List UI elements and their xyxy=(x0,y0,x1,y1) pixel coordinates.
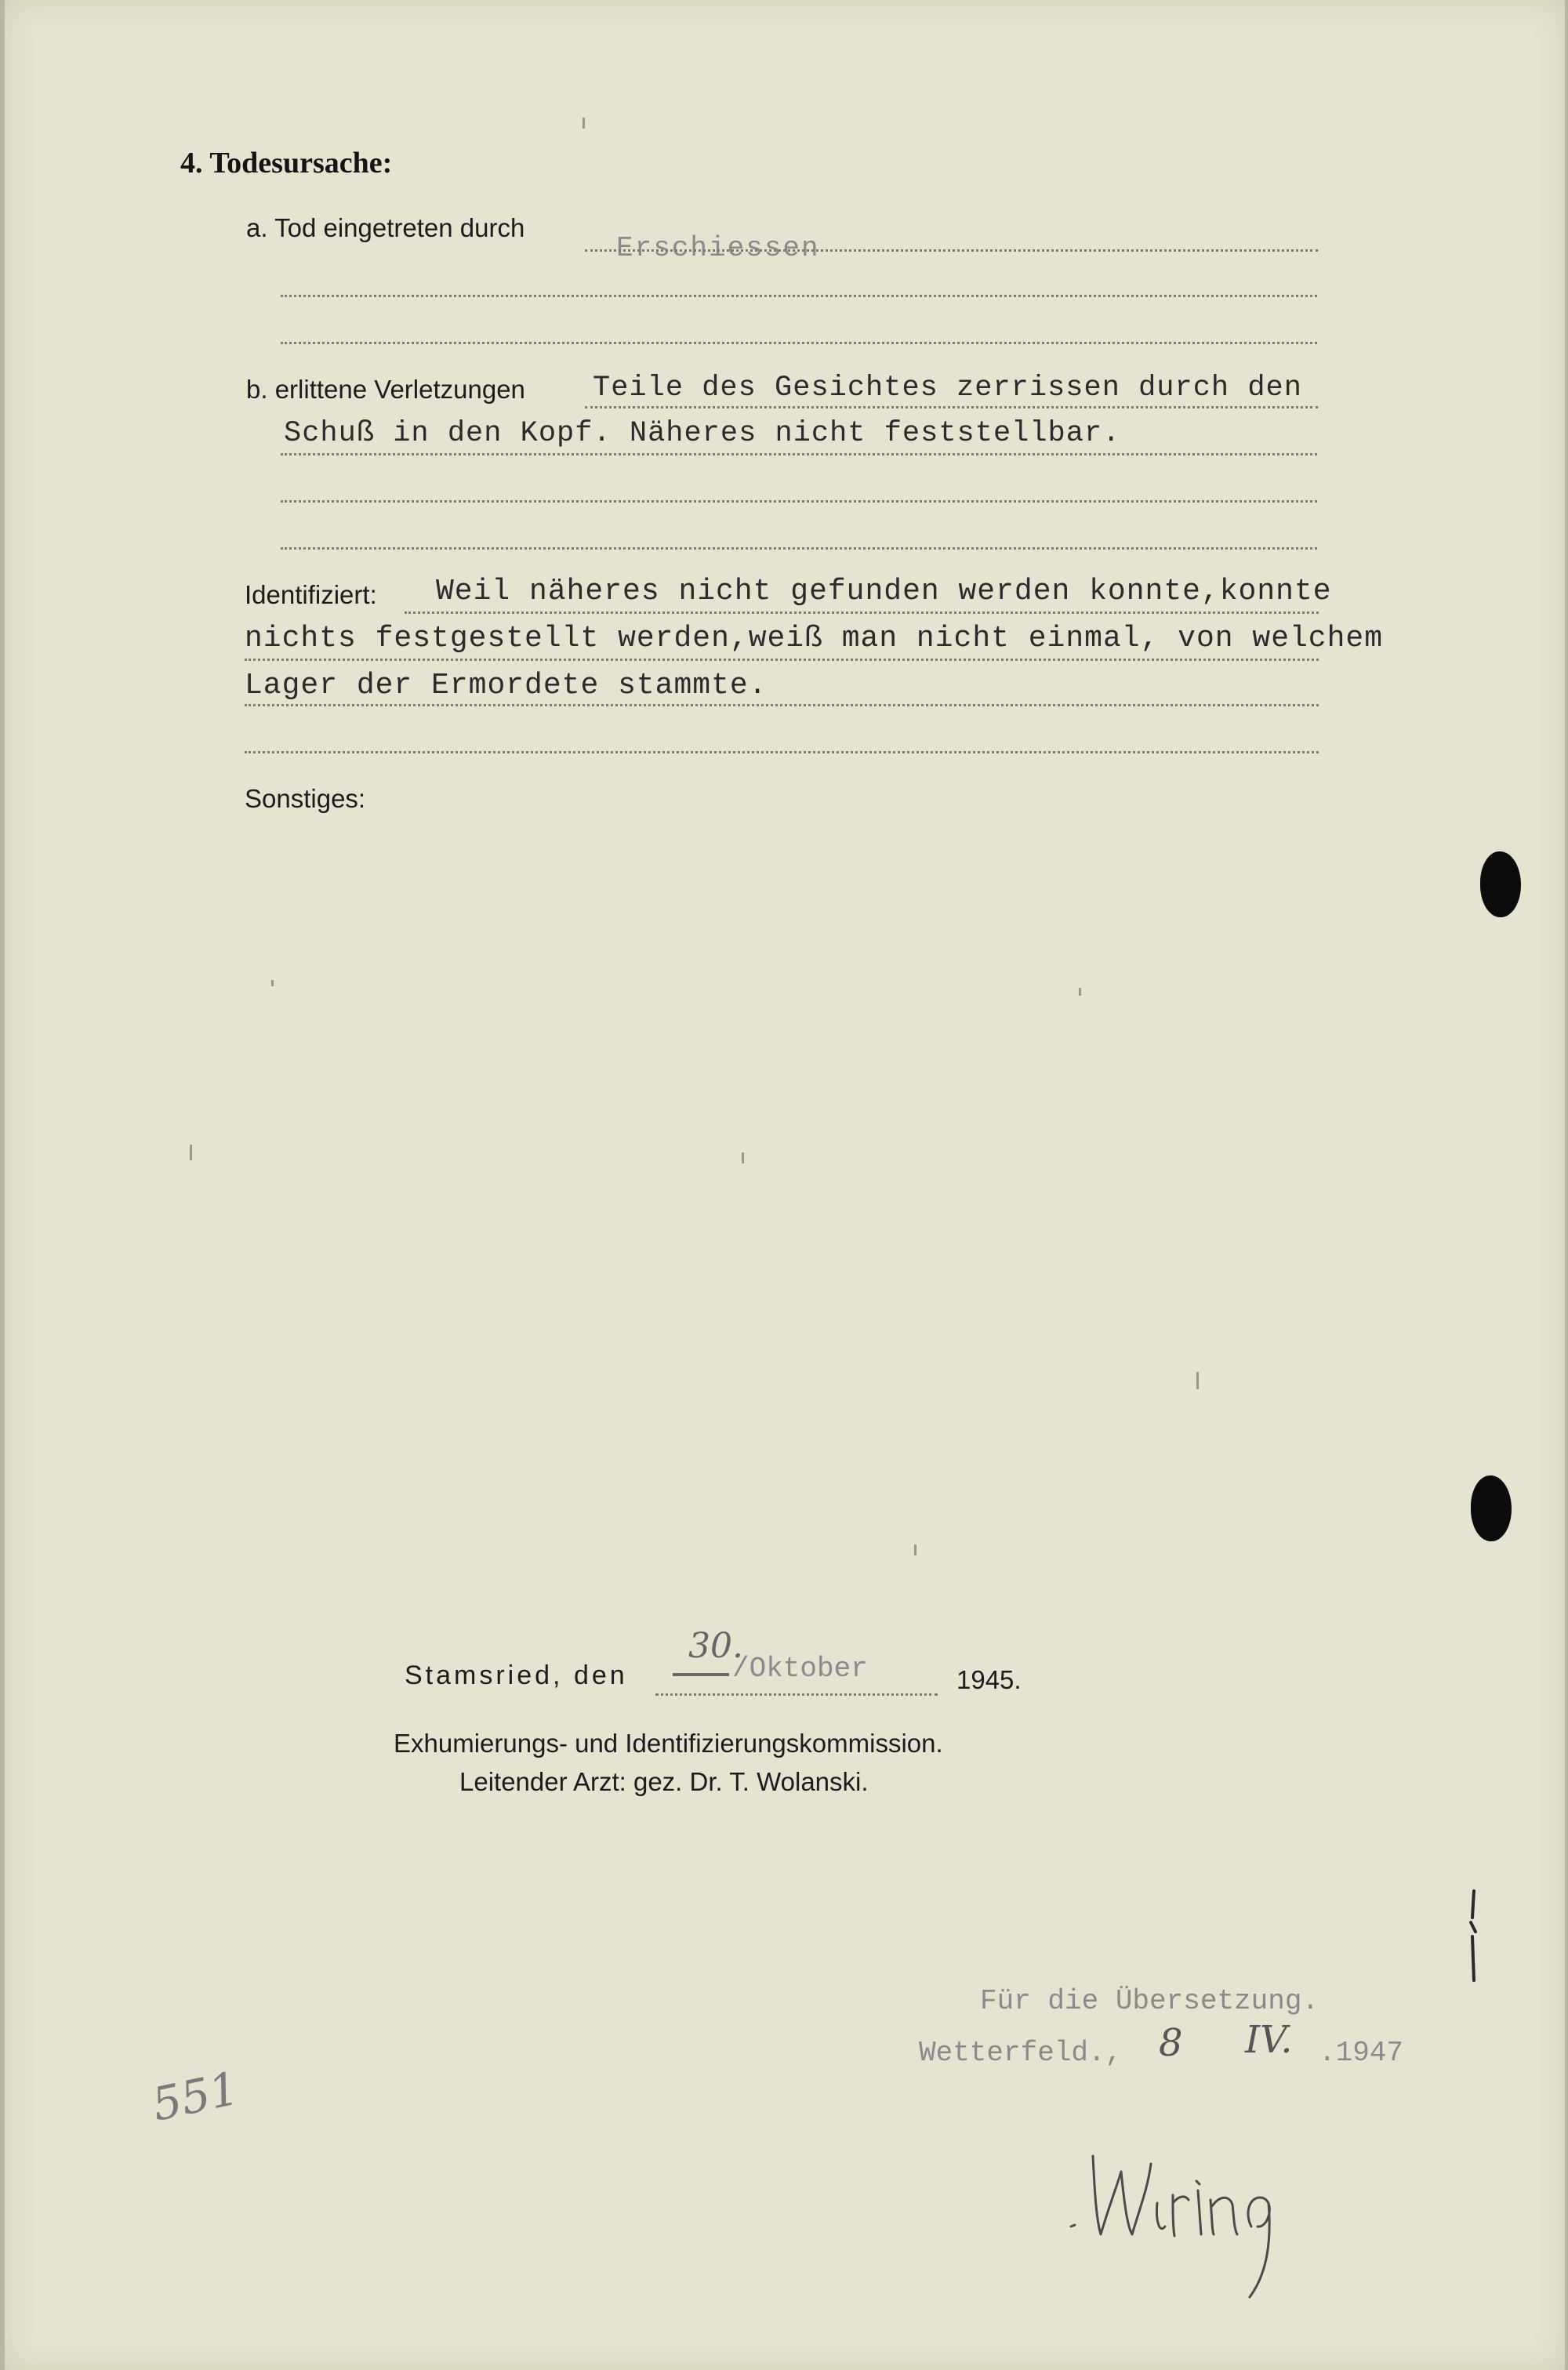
dotted-line xyxy=(281,342,1317,344)
identified-text-line1: Weil näheres nicht gefunden werden konnte,konnte xyxy=(436,575,1332,608)
translation-year: .1947 xyxy=(1319,2037,1404,2069)
commission-name: Exhumierungs- und Identifizierungskommission. xyxy=(394,1729,943,1758)
dotted-line xyxy=(281,500,1317,503)
dotted-line xyxy=(245,751,1319,753)
year: 1945. xyxy=(956,1665,1022,1694)
translation-place: Wetterfeld., xyxy=(919,2037,1123,2069)
translation-month: IV. xyxy=(1245,2018,1293,2062)
section-heading: 4. Todesursache: xyxy=(180,147,393,180)
dotted-line xyxy=(281,547,1317,550)
cause-of-death-value: Erschiessen xyxy=(616,232,820,264)
edge-mark xyxy=(1457,1886,1488,1988)
translation-day: 8 xyxy=(1159,2021,1183,2065)
dotted-line xyxy=(281,295,1317,297)
translator-signature xyxy=(1055,2109,1353,2305)
handwritten-page-number: 551 xyxy=(147,2061,244,2132)
punch-hole xyxy=(1480,851,1521,917)
dotted-line xyxy=(281,453,1317,455)
dotted-line xyxy=(585,249,1318,252)
cause-of-death-label: a. Tod eingetreten durch xyxy=(246,213,525,242)
dotted-line xyxy=(245,659,1319,661)
injuries-label: b. erlittene Verletzungen xyxy=(246,375,525,404)
punch-hole xyxy=(1471,1475,1512,1541)
other-label: Sonstiges: xyxy=(245,784,366,813)
dotted-line xyxy=(585,406,1318,408)
place-and-date-label: Stamsried, den xyxy=(405,1660,628,1690)
translation-note-line1: Für die Übersetzung. xyxy=(980,1985,1319,2017)
identified-label: Identifiziert: xyxy=(245,580,377,609)
identified-text-line3: Lager der Ermordete stammte. xyxy=(245,669,768,702)
injuries-value-line2: Schuß in den Kopf. Näheres nicht feststellbar. xyxy=(284,417,1121,450)
injuries-value-line1: Teile des Gesichtes zerrissen durch den xyxy=(593,372,1302,405)
identified-text-line2: nichts festgestellt werden,weiß man nicht einmal, von welchem xyxy=(245,622,1384,655)
dotted-line xyxy=(245,704,1319,706)
strikethrough-mark xyxy=(673,1673,729,1676)
dotted-line xyxy=(655,1693,938,1696)
lead-doctor: Leitender Arzt: gez. Dr. T. Wolanski. xyxy=(459,1767,869,1796)
dotted-line xyxy=(405,612,1319,614)
document-page xyxy=(5,0,1565,2370)
handwritten-day: 30. xyxy=(688,1626,743,1666)
typed-month: /Oktober xyxy=(732,1653,868,1685)
